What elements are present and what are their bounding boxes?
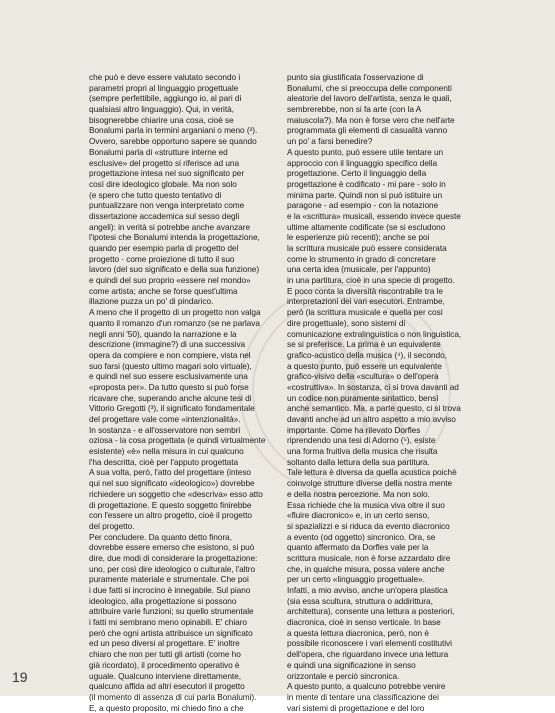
text-line: a questa lettura diacronica, però, non è xyxy=(287,627,429,638)
text-line: comunicazione extralinguistica o non linguistica, xyxy=(287,328,462,339)
text-line: già ricordato), il procedimento operativo è xyxy=(89,659,240,670)
text-line: Bonalumi parla in termini arganiani o meno (²). xyxy=(89,125,258,136)
text-line: davanti anche ad un altro aspetto a mio avviso xyxy=(287,414,456,424)
text-line: e della nostra percezione. Ma non solo. xyxy=(287,488,430,499)
text-line: maiuscola?). Ma non è forse vero che nell'arte xyxy=(287,114,455,125)
text-line: e quindi una significazione in senso xyxy=(287,659,416,670)
text-line: minima parte. Quindi non si può istituire un xyxy=(287,189,443,200)
text-line: Bonalumi, che si preoccupa delle componenti xyxy=(287,82,452,93)
text-line: parametri propri al linguaggio progettuale xyxy=(89,82,239,93)
text-line: però che ogni artista attribuisce un significato xyxy=(89,627,253,638)
text-line: A questo punto, a qualcuno potrebbe venire xyxy=(287,681,446,692)
text-line: l'ha descritta, cioè per l'apputo progettata xyxy=(89,456,239,467)
text-line: bisognerebbe chiarire una cosa, cioè se xyxy=(89,114,234,125)
text-line: le esperienze più recenti); anche se poi xyxy=(287,232,430,243)
text-line: a evento (od oggetto) sincronico. Ora, se xyxy=(287,531,436,542)
text-line: se si preferisce. La prima è un equivalente xyxy=(287,339,441,350)
text-line: oziosa - la cosa progettata (e quindi virtualmente xyxy=(89,435,266,446)
text-line: orizzontale e perciò sincronica. xyxy=(287,670,400,681)
text-line: i due fatti si incrocino è innegabile. Sul piano xyxy=(89,585,251,595)
text-line: paragone - ad esempio - con la notazione xyxy=(287,200,439,211)
text-line: (sempre perfettibile, aggiungo io, al pari di xyxy=(89,93,242,104)
text-line: aleatorie del lavoro dell'artista, senza le quali, xyxy=(287,93,452,104)
text-line: una forma fruitiva della musica che risulta xyxy=(287,446,438,457)
text-line: uguale. Qualcuno interviene direttamente, xyxy=(89,670,242,681)
text-line: si spazializzi e si riduca da evento diacronico xyxy=(287,520,450,531)
text-line: come lo strumento in grado di concretare xyxy=(287,253,436,264)
text-line: che, in qualche misura, possa valere anche xyxy=(287,563,445,574)
text-line: dire progettuale), sono sistemi di xyxy=(287,317,406,328)
text-line: quanto affermato da Dorfles vale per la xyxy=(287,542,429,553)
text-line: A sua volta, però, l'atto del progettare (inteso xyxy=(89,467,251,478)
text-line: Essa richiede che la musica viva oltre il suo xyxy=(287,499,445,510)
text-line: grafico-acustico della musica (⁴), il secondo, xyxy=(287,349,447,360)
text-line: scrittura musicale, non è forse azzardato dire xyxy=(287,552,451,563)
text-line: A questo punto, può essere utile tentare un xyxy=(287,146,444,157)
text-line: possibile riconoscere i vari elementi costitutivi xyxy=(287,638,452,649)
text-line: l'ipotesi che Bonalumi intenda la progettazione, xyxy=(89,232,260,243)
text-line: ultime altamente codificate (se si escludono xyxy=(287,221,446,232)
text-line: la scrittura musicale può essere considerata xyxy=(287,243,447,253)
text-line: un po' a farsi benedire? xyxy=(287,136,373,147)
text-line: (sia essa scultura, struttura o addirittura, xyxy=(287,595,433,606)
text-line: un codice non puramente sintattico, bensì xyxy=(287,392,439,403)
text-line: illazione puzza un po' di pindarico. xyxy=(89,296,214,307)
text-line: qui nel suo significato «ideologico») dovrebbe xyxy=(89,478,255,489)
text-line: esclusive» del progetto si riferisce ad una xyxy=(89,157,240,168)
text-line: vari sistemi di progettazione e del loro xyxy=(287,702,425,713)
text-line: A meno che il progetto di un progetto non valga xyxy=(89,307,261,318)
text-line: In sostanza - e all'osservatore non sembri xyxy=(89,424,241,435)
text-line: Infatti, a mio avviso, anche un'opera plastica xyxy=(287,585,448,595)
text-line: Ovvero, sarebbe opportuno sapere se quando xyxy=(89,136,257,147)
text-line: qualsiasi altro linguaggio). Qui, in verità, xyxy=(89,104,234,115)
text-line: ricavare che, superando anche alcune tesi di xyxy=(89,392,252,403)
text-line: e la «scrittura» musicali, essendo invece queste xyxy=(287,210,461,221)
text-line: «costruttiva». In sostanza, ci si trova davanti ad xyxy=(287,381,459,392)
text-line: e quindi nel suo essere esclusivamente una xyxy=(89,371,248,382)
text-line: progettazione intesa nel suo significato per xyxy=(89,168,245,179)
text-line: richiedere un soggetto che «descriva» esso atto xyxy=(89,488,263,499)
text-line: del progettare vale come «intenzionalità». xyxy=(89,414,241,424)
text-line: Bonalumi parla di «strutture interne ed xyxy=(89,146,228,157)
text-line: del progetto. xyxy=(89,520,135,531)
text-line: lavoro (del suo significato e della sua funzione) xyxy=(89,264,260,275)
text-line: diacronica, cioè in senso verticale. In base xyxy=(287,617,441,628)
text-line: però (la scrittura musicale e quella per così xyxy=(287,307,443,318)
text-line: negli anni '50), quando la narrazione e la xyxy=(89,328,237,339)
text-line: grafico-visivo della «scultura» o dell'opera xyxy=(287,371,439,382)
text-line: punto sia giustificata l'osservazione di xyxy=(287,72,424,82)
text-line: E poco conta la diversità riscontrabile tra le xyxy=(287,285,443,296)
text-line: di progettazione. E questo soggetto finirebbe xyxy=(89,499,252,510)
text-line: come artista; anche se forse quest'ultima xyxy=(89,285,238,296)
text-line: anche semantico. Ma, a parte questo, ci si trova xyxy=(287,403,461,414)
text-line: ideologico, alla progettazione si possono xyxy=(89,595,237,606)
text-line: dell'opera, che riguardano invece una lettura xyxy=(287,649,449,660)
text-line: i fatti mi sembrano meno opinabili. E' chiaro xyxy=(89,617,247,628)
text-line: con l'essere un altro progetto, cioè il progetto xyxy=(89,510,252,521)
text-line: in una partitura, cioè in una specie di progetto. xyxy=(287,275,455,286)
text-line: Per concludere. Da quanto detto finora, xyxy=(89,531,232,542)
text-line: che può e deve essere valutato secondo i xyxy=(89,72,241,82)
text-line: opera da compiere e non compiere, vista nel xyxy=(89,349,251,360)
text-line: E, a questo proposito, mi chiedo fino a che xyxy=(89,702,244,713)
text-line: puntualizzare non venga interpretato come xyxy=(89,200,245,211)
text-line: quanto il romanzo d'un romanzo (se ne parlava xyxy=(89,317,260,328)
text-line: una certa idea (musicale, per l'appunto) xyxy=(287,264,431,275)
text-line: Vittorio Gregotti (³), il significato fondamentale xyxy=(89,403,255,414)
text-line: importante. Come ha rilevato Dorfles xyxy=(287,424,421,435)
text-line: coinvolge strutture diverse della nostra mente xyxy=(287,478,453,489)
text-line: dovrebbe essere emerso che esistono, si può xyxy=(89,542,255,553)
text-line: angeli): in verità si potrebbe anche avanzare xyxy=(89,221,251,232)
text-line: quando per esempio parla di progetto del xyxy=(89,243,239,253)
text-line: attribuire varie funzioni; su quello strumentale xyxy=(89,606,254,617)
text-line: uno, per così dire ideologico o culturale, l'altro xyxy=(89,563,256,574)
text-line: (il momento di assenza di cui parla Bonalumi). xyxy=(89,691,257,702)
text-line: chiaro che non per tutti gli artisti (come ho xyxy=(89,649,241,660)
text-line: (e spero che tutto questo tentativo di xyxy=(89,189,222,200)
text-line: progettazione. Certo il linguaggio della xyxy=(287,168,427,179)
text-line: dissertazione accademica sul sesso degli xyxy=(89,210,240,221)
text-line: puramente materiale e strumentale. Che poi xyxy=(89,574,249,585)
text-line: «proposta per». Da tutto questo si può forse xyxy=(89,381,249,392)
text-line: in mente di tentare una classificazione dei xyxy=(287,691,439,702)
text-line: e quindi del suo proprio «essere nel mondo» xyxy=(89,275,251,286)
left-text-column xyxy=(89,72,289,713)
text-line: descrizione (immagine?) di una successiva xyxy=(89,339,246,350)
text-line: soltanto dalla lettura della sua partitura. xyxy=(287,456,430,467)
text-line: approccio con il linguaggio specifico della xyxy=(287,157,438,168)
text-line: ed un peso diversi al progettare. E' inoltre xyxy=(89,638,240,649)
text-line: qualcuno affida ad altri esecutori il progetto xyxy=(89,681,245,692)
right-text-column xyxy=(287,72,487,713)
text-line: così dire ideologico globale. Ma non solo xyxy=(89,178,237,189)
text-line: architettura), consente una lettura a posteriori, xyxy=(287,606,455,617)
text-line: progetto · come proiezione di tutto il suo xyxy=(89,253,235,264)
text-line: suo farsi (questo ultimo magari solo virtuale), xyxy=(89,360,252,371)
text-line: programmata gli elementi di casualità vanno xyxy=(287,125,448,136)
text-line: dire, due modi di considerare la progettazione: xyxy=(89,552,258,563)
text-line: Tale lettura è diversa da quella acustica poichè xyxy=(287,467,457,478)
text-line: progettazione è codificato - mi pare - solo in xyxy=(287,178,446,189)
text-line: riprendendo una tesi di Adorno (⁵), esiste xyxy=(287,435,436,446)
text-line: «fluire diacronico» e, in un certo senso, xyxy=(287,510,430,521)
text-line: per un certo «linguaggio progettuale». xyxy=(287,574,425,585)
text-line: a questo punto, può essere un equivalente xyxy=(287,360,442,371)
text-line: esistente) «è» nella misura in cui qualcuno xyxy=(89,446,244,457)
page-number: 19 xyxy=(12,669,28,685)
text-line: interpretazioni dei vari esecutori. Entrambe, xyxy=(287,296,445,307)
text-line: sembrerebbe, non si fa arte (con la A xyxy=(287,104,422,115)
